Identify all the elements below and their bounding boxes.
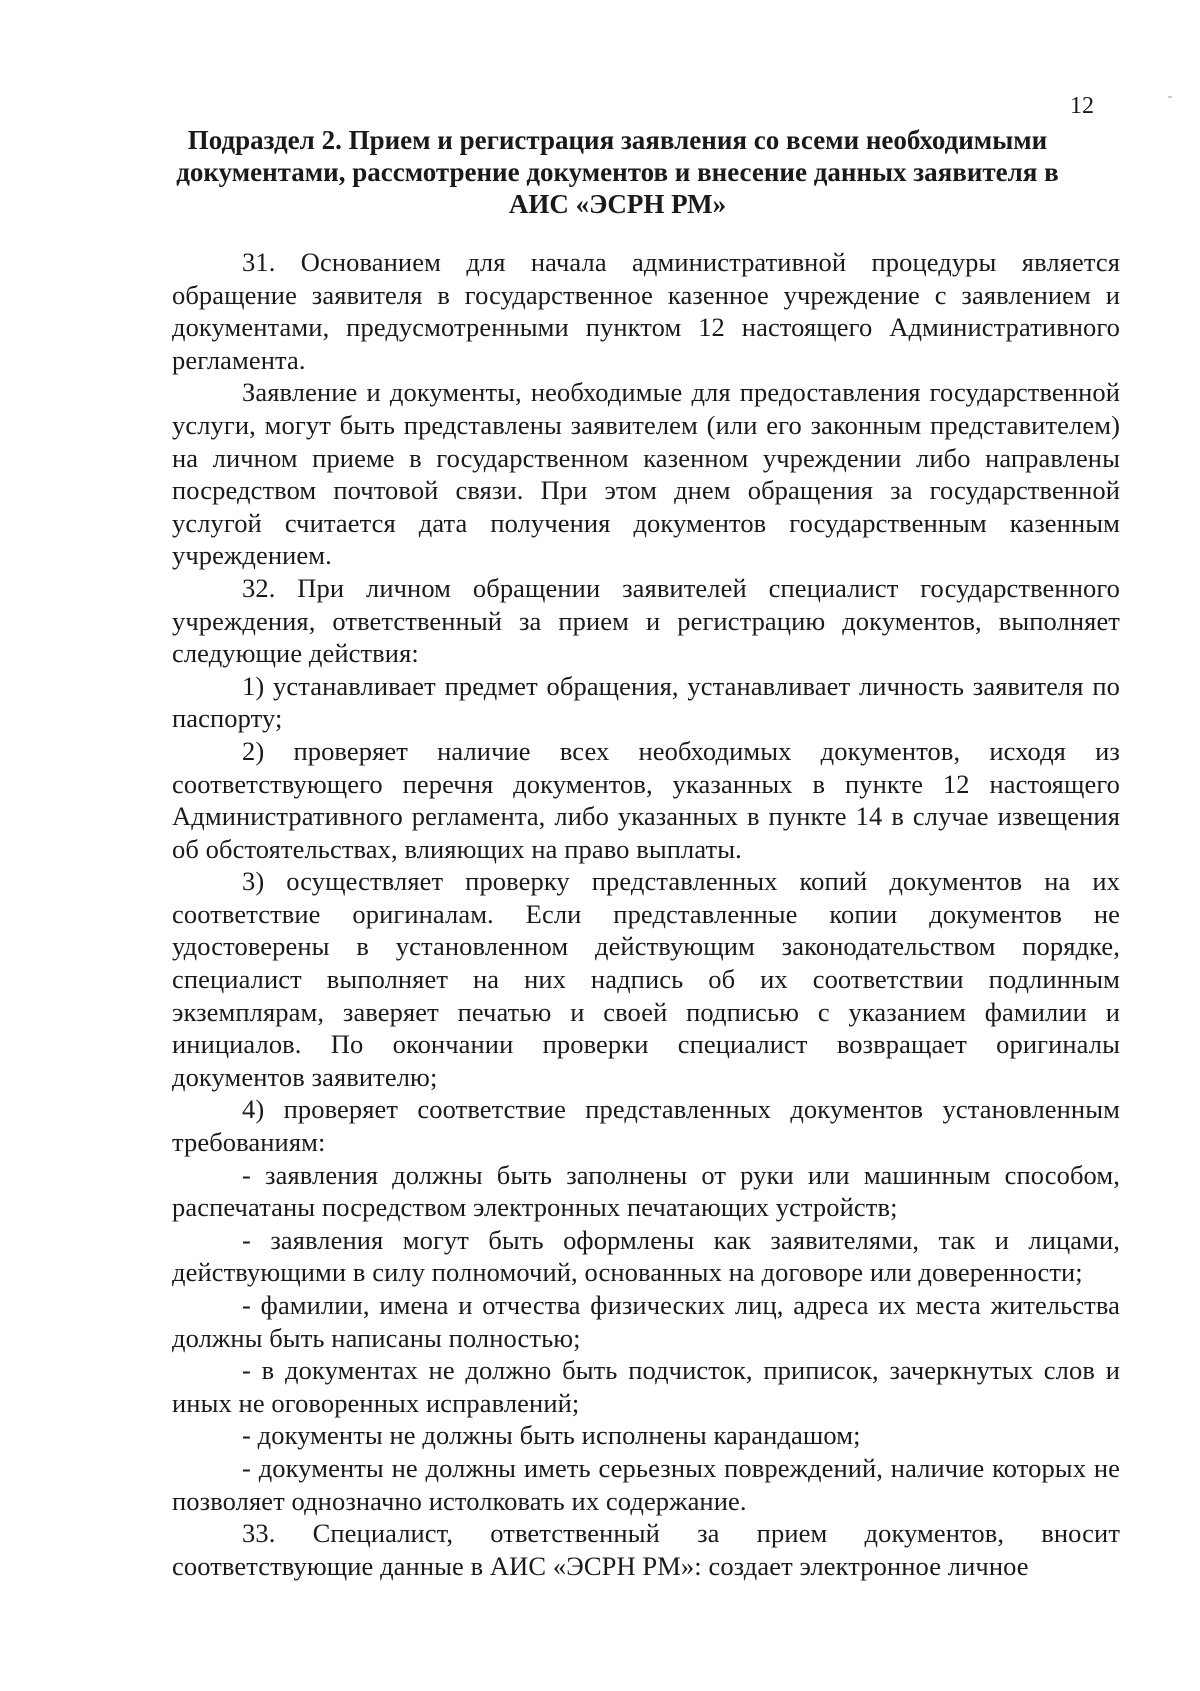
- paragraph-31: 31. Основанием для начала административной процедуры является обращение заявителя в государственное казенное учреждение с заявлением и документами, предусмотренными пунктом 12 настоящего Административного регламента.: [172, 247, 1120, 375]
- list-item-3: 3) осуществляет проверку представленных копий документов на их соответствие оригиналам. Если представленные копии документов не удостоверены в установленном действующим законодательством порядке, специалист выполняет на них надпись об их соответствии подлинным экземплярам, заверяет печатью и своей подписью с указанием фамилии и инициалов. По окончании проверки специалист возвращает оригиналы документов заявителю;: [172, 866, 1120, 1092]
- requirement-item: - в документах не должно быть подчисток, приписок, зачеркнутых слов и иных не оговоренных исправлений;: [172, 1355, 1120, 1418]
- heading-line-2: документами, рассмотрение документов и внесение данных заявителя в: [176, 157, 1059, 187]
- page-number: 12: [1070, 93, 1094, 119]
- heading-line-3: АИС «ЭСРН РМ»: [508, 189, 727, 219]
- requirement-item: - заявления должны быть заполнены от руки или машинным способом, распечатаны посредством электронных печатающих устройств;: [172, 1159, 1120, 1223]
- requirement-item: - заявления могут быть оформлены как заявителями, так и лицами, действующими в силу полномочий, основанных на договоре или доверенности;: [172, 1224, 1120, 1288]
- paragraph-33: 33. Специалист, ответственный за прием документов, вносит соответствующие данные в АИС «ЭСРН РМ»: создает электронное личное: [172, 1518, 1120, 1581]
- requirement-item: - фамилии, имена и отчества физических лиц, адреса их места жительства должны быть написаны полностью;: [172, 1290, 1120, 1353]
- section-heading: [160, 124, 1075, 220]
- paragraph-32: 32. При личном обращении заявителей специалист государственного учреждения, ответственный за прием и регистрацию документов, выполняет следующие действия:: [172, 572, 1120, 669]
- paragraph-submission: Заявление и документы, необходимые для предоставления государственной услуги, могут быть представлены заявителем (или его законным представителем) на личном приеме в государственном казенном учреждении либо направлены посредством почтовой связи. При этом днем обращения за государственной услугой считается дата получения документов государственным казенным учреждением.: [172, 377, 1120, 571]
- list-item-4: 4) проверяет соответствие представленных документов установленным требованиям:: [172, 1094, 1120, 1158]
- list-item-1: 1) устанавливает предмет обращения, устанавливает личность заявителя по паспорту;: [172, 670, 1120, 734]
- requirement-item: - документы не должны иметь серьезных повреждений, наличие которых не позволяет однозначно истолковать их содержание.: [172, 1452, 1120, 1516]
- document-body: [172, 246, 1120, 1582]
- list-item-2: 2) проверяет наличие всех необходимых документов, исходя из соответствующего перечня документов, указанных в пункте 12 настоящего Административного регламента, либо указанных в пункте 14 в случае извещения об обстоятельствах, влияющих на право выплаты.: [172, 735, 1120, 864]
- requirement-item: - документы не должны быть исполнены карандашом;: [242, 1420, 861, 1451]
- scan-artifact: [1168, 96, 1172, 98]
- heading-line-1: Подраздел 2. Прием и регистрация заявления со всеми необходимыми: [187, 125, 1048, 155]
